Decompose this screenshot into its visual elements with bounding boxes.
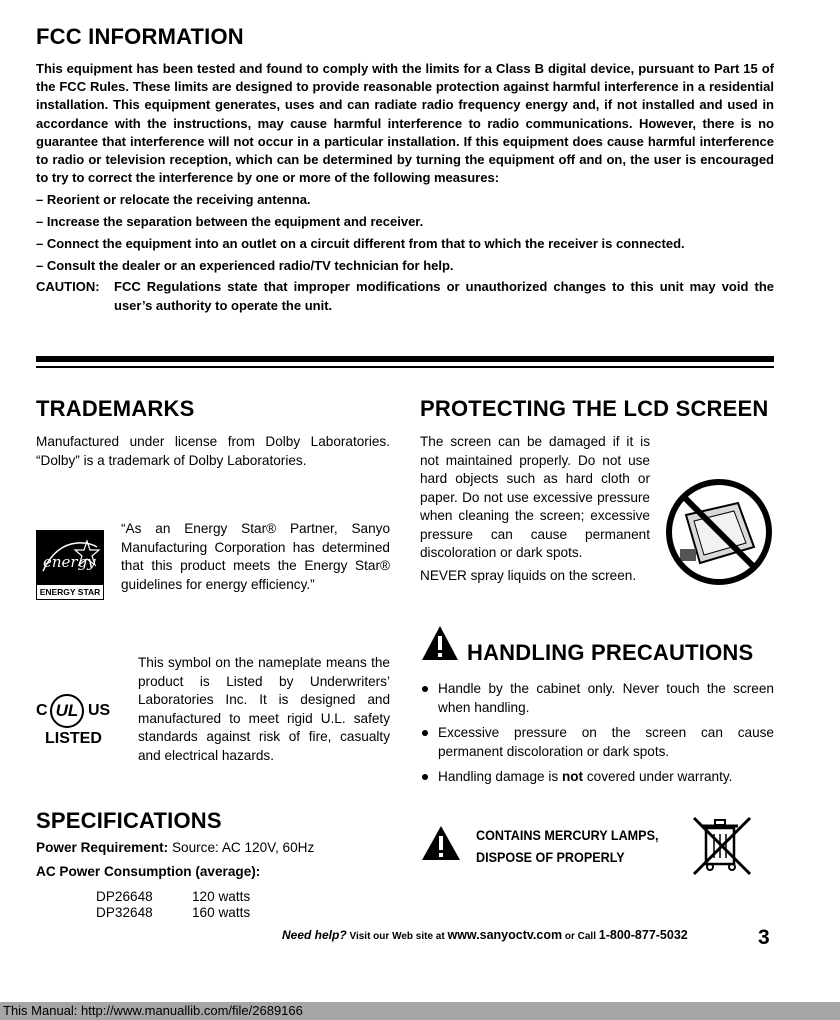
mercury-line-2: DISPOSE OF PROPERLY: [476, 849, 625, 865]
model-watts: 160 watts: [192, 905, 251, 920]
energy-star-icon: [37, 531, 103, 585]
power-table: [96, 889, 250, 921]
divider-thick: [36, 356, 774, 362]
manual-link-bar[interactable]: This Manual: http://www.manuallib.com/file/2689166: [0, 1002, 840, 1020]
ul-center: UL: [55, 701, 79, 720]
fcc-caution: [36, 275, 774, 315]
fcc-measure-1: – Reorient or relocate the receiving antenna.: [36, 192, 311, 208]
warning-icon: [420, 624, 460, 662]
mercury-warning-icon: [420, 824, 462, 862]
specifications-title: SPECIFICATIONS: [36, 808, 222, 833]
visit-text: Visit our Web site at: [346, 931, 448, 942]
help-footer: [282, 928, 688, 942]
ul-text: This symbol on the nameplate means the product is Listed by Underwriters’ Laboratories Inc. It is designed and manufactured to meet rigid U.L. safety standards against risk of fire, casualty and electrical hazards.: [138, 655, 390, 763]
handling-bullet-1: Handle by the cabinet only. Never touch the screen when handling.: [420, 680, 774, 717]
lcd-title: PROTECTING THE LCD SCREEN: [420, 396, 769, 421]
no-spray-icon: [664, 477, 774, 587]
phone-number: 1-800-877-5032: [598, 928, 688, 942]
handling-title: HANDLING PRECAUTIONS: [467, 640, 754, 665]
ul-listed-logo: [36, 694, 126, 748]
handling-bullet-3: [420, 768, 774, 787]
model-name: DP26648: [96, 889, 153, 904]
bullet-3-bold: not: [561, 769, 584, 784]
fcc-title: FCC INFORMATION: [36, 24, 244, 49]
divider-thin: [36, 366, 774, 368]
trademarks-title: TRADEMARKS: [36, 396, 195, 421]
energy-star-label: ENERGY STAR: [39, 587, 101, 597]
energy-star-logo: [36, 530, 104, 600]
fcc-measure-4: – Consult the dealer or an experienced radio/TV technician for help.: [36, 258, 454, 274]
mercury-line-1: CONTAINS MERCURY LAMPS,: [476, 827, 659, 843]
power-requirement: [36, 839, 314, 858]
ul-c: C: [36, 702, 48, 719]
caution-label: CAUTION:: [36, 279, 100, 295]
page-number: 3: [758, 926, 770, 949]
power-row: [96, 889, 250, 905]
handling-list: [420, 680, 774, 794]
lcd-text-2: NEVER spray liquids on the screen.: [420, 567, 637, 583]
energy-star-text: “As an Energy Star® Partner, Sanyo Manufacturing Corporation has determined that this product meets the Energy Star® guidelines for energy efficiency.”: [121, 521, 390, 592]
energy-star-script: energy: [43, 553, 96, 571]
dolby-text: Manufactured under license from Dolby Laboratories. “Dolby” is a trademark of Dolby Laboratories.: [36, 434, 390, 468]
model-name: DP32648: [96, 905, 153, 920]
weee-crossed-bin-icon: [688, 812, 756, 878]
ul-listed-label: LISTED: [45, 730, 102, 747]
fcc-measure-2: – Increase the separation between the equipment and receiver.: [36, 214, 424, 230]
model-watts: 120 watts: [192, 889, 251, 904]
power-req-label: Power Requirement:: [36, 840, 169, 855]
power-consumption-label: AC Power Consumption (average):: [36, 864, 261, 879]
bullet-3-pre: Handling damage is: [438, 769, 562, 784]
mercury-text: [476, 824, 658, 868]
need-help: Need help?: [282, 928, 347, 942]
caution-text: FCC Regulations state that improper modifications or unauthorized changes to this unit may void the user’s authority to operate the unit.: [114, 279, 774, 313]
ul-us: US: [88, 702, 111, 719]
ul-circle-icon: [50, 694, 84, 728]
fcc-section: [36, 60, 774, 315]
handling-bullet-2: Excessive pressure on the screen can cause permanent discoloration or dark spots.: [420, 724, 774, 761]
bullet-3-post: covered under warranty.: [583, 769, 733, 784]
fcc-measure-3: – Connect the equipment into an outlet on a circuit different from that to which the receiver is connected.: [36, 236, 685, 252]
fcc-body: This equipment has been tested and found to comply with the limits for a Class B digital device, pursuant to Part 15 of the FCC Rules. These limits are designed to provide reasonable protection against harmful interference in a residential installation. This equipment generates, uses and can radiate radio frequency energy and, if not installed and used in accordance with the instructions, may cause harmful interference to radio communications. However, there is no guarantee that interference will not occur in a particular installation. If this equipment does cause harmful interference to radio or television reception, which can be determined by turning the equipment off and on, the user is encouraged to try to correct the interference by one or more of the following measures:: [36, 61, 774, 186]
lcd-text-1: The screen can be damaged if it is not maintained properly. Do not use hard objects such as hard cloth or paper. Do not use excessive pressure when cleaning the screen; excessive pressure can cause permanent discoloration or dark spots.: [420, 434, 650, 560]
power-row: [96, 905, 250, 921]
power-req-value: Source: AC 120V, 60Hz: [168, 840, 315, 855]
website-link[interactable]: www.sanyoctv.com: [447, 928, 563, 942]
or-call-text: or Call: [562, 931, 599, 942]
